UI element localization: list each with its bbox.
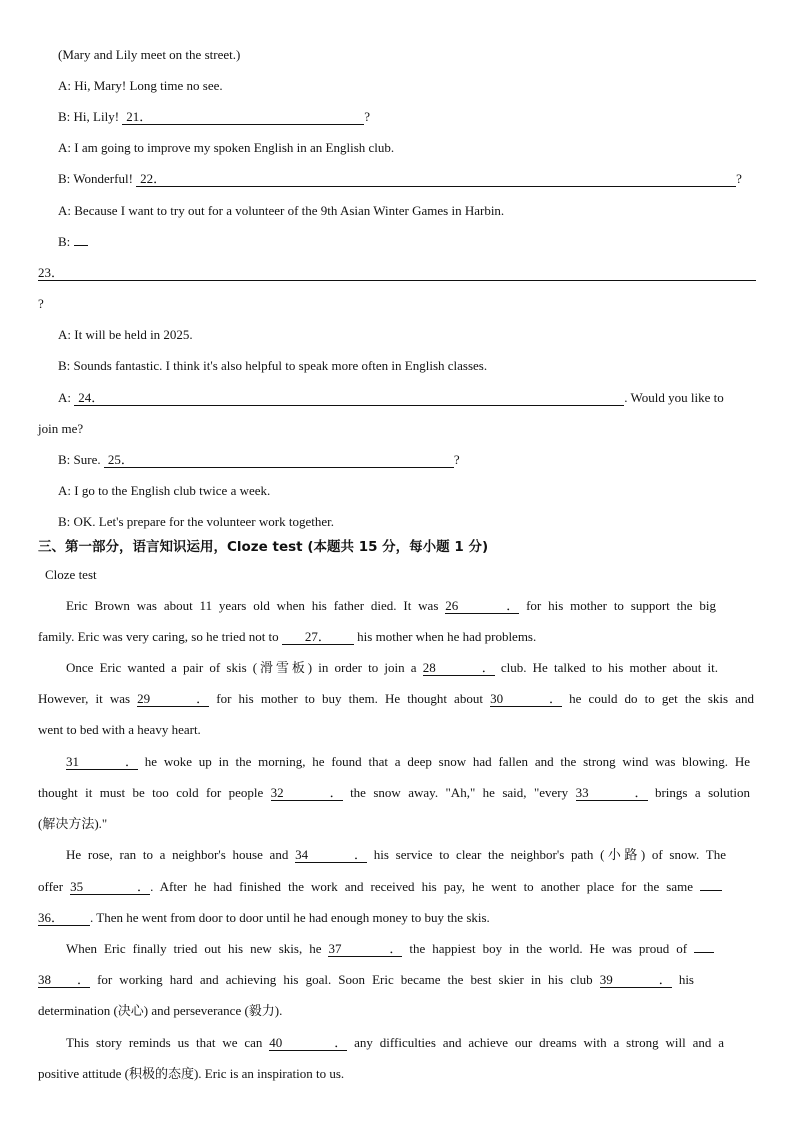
- line-text: ?: [736, 171, 742, 186]
- line-text: B: Hi, Lily!: [58, 109, 123, 124]
- passage-line: (解决方法).": [38, 816, 108, 831]
- line-text: for his mother to support the big: [519, 598, 716, 613]
- answer-blank-23-start[interactable]: [74, 245, 88, 246]
- cloze-blank-27[interactable]: [282, 629, 354, 645]
- cloze-blank-36-start[interactable]: [700, 890, 722, 891]
- line-text: the snow away. "Ah," he said, "every: [342, 785, 576, 800]
- cloze-blank-36[interactable]: [38, 910, 90, 926]
- cloze-blank-37[interactable]: [328, 941, 402, 957]
- cloze-blank-38[interactable]: [38, 972, 90, 988]
- line-text: his mother when he had problems.: [353, 629, 537, 644]
- dialogue-line: A: I am going to improve my spoken English in an English club.: [58, 140, 395, 155]
- blank-number: 22．: [140, 171, 167, 186]
- line-text: his: [671, 972, 694, 987]
- dialogue-line: [58, 389, 724, 407]
- passage-line: [38, 690, 754, 708]
- blank-number: 35．: [70, 879, 151, 894]
- cloze-blank-38-start[interactable]: [694, 952, 714, 953]
- cloze-blank-39[interactable]: [600, 972, 672, 988]
- blank-number: 21．: [126, 109, 153, 124]
- section-heading: 三、第一部分，语言知识运用，Cloze test (本题共 15 分，每小题 1 分): [38, 539, 489, 555]
- blank-number: 25．: [107, 452, 134, 467]
- blank-number: 31．: [66, 754, 138, 769]
- line-text: B: Sure.: [58, 452, 104, 467]
- blank-number: 27．: [304, 629, 331, 644]
- line-text: his service to clear the neighbor's path (小路) of snow. The: [367, 847, 726, 862]
- line-text: club. He talked to his mother about it.: [494, 660, 719, 675]
- cloze-blank-28[interactable]: [423, 660, 495, 676]
- line-text: for working hard and achieving his goal. Soon Eric became the best skier in his club: [90, 972, 600, 987]
- line-text: family. Eric was very caring, so he tried not to: [38, 629, 282, 644]
- dialogue-line: [58, 233, 88, 251]
- line-text: brings a solution: [647, 785, 750, 800]
- dialogue-line: B: Sounds fantastic. I think it's also helpful to speak more often in English classes.: [58, 358, 488, 373]
- blank-number: 37．: [328, 941, 403, 956]
- line-text: When Eric finally tried out his new skis, he: [66, 941, 329, 956]
- blank-number: 39．: [599, 972, 672, 987]
- blank-number: 34．: [295, 847, 368, 862]
- cloze-blank-29[interactable]: [137, 691, 209, 707]
- dialogue-line: B: OK. Let's prepare for the volunteer work together.: [58, 514, 334, 529]
- dialogue-line: A: I go to the English club twice a week.: [58, 483, 271, 498]
- line-text: ?: [38, 296, 44, 311]
- line-text: offer: [38, 879, 71, 894]
- line-text: thought it must be too cold for people: [38, 785, 271, 800]
- blank-number: 26．: [445, 598, 520, 613]
- section-subheading: Cloze test: [45, 567, 97, 582]
- line-text: A:: [58, 390, 75, 405]
- blank-number: 29．: [137, 691, 210, 706]
- cloze-blank-26[interactable]: [445, 598, 519, 614]
- line-text: However, it was: [38, 691, 138, 706]
- line-text: he could do to get the skis and: [562, 691, 754, 706]
- passage-line: positive attitude (积极的态度). Eric is an inspiration to us.: [38, 1066, 345, 1081]
- line-text: any difficulties and achieve our dreams with a strong will and a: [347, 1035, 724, 1050]
- blank-number: 24．: [78, 390, 105, 405]
- line-text: Eric Brown was about 11 years old when his father died. It was: [66, 598, 446, 613]
- line-text: . After he had finished the work and received his pay, he went to another place for the same: [150, 879, 700, 894]
- answer-blank-23[interactable]: [38, 264, 756, 282]
- blank-line[interactable]: [38, 265, 756, 281]
- blank-number: 30．: [490, 691, 563, 706]
- passage-line: [38, 909, 490, 927]
- passage-line: [66, 846, 726, 864]
- answer-blank-22[interactable]: [136, 171, 736, 187]
- line-text: He rose, ran to a neighbor's house and: [66, 847, 296, 862]
- line-text: the happiest boy in the world. He was proud of: [402, 941, 694, 956]
- cloze-blank-31[interactable]: [66, 754, 138, 770]
- passage-line: [38, 628, 536, 646]
- blank-number: 40．: [269, 1035, 348, 1050]
- line-text: This story reminds us that we can: [66, 1035, 270, 1050]
- line-text: ?: [453, 452, 460, 467]
- blank-number: 32．: [270, 785, 343, 800]
- passage-line: [38, 784, 750, 802]
- dialogue-line: A: Hi, Mary! Long time no see.: [58, 78, 223, 93]
- line-text: B:: [58, 234, 74, 249]
- line-text: . Then he went from door to door until he had enough money to buy the skis.: [90, 910, 490, 925]
- cloze-blank-34[interactable]: [295, 847, 367, 863]
- line-text: B: Wonderful!: [58, 171, 137, 186]
- passage-line: went to bed with a heavy heart.: [38, 722, 201, 737]
- dialogue-line: [58, 108, 370, 126]
- dialogue-line: A: It will be held in 2025.: [58, 327, 193, 342]
- cloze-blank-35[interactable]: [70, 879, 150, 895]
- line-text: he woke up in the morning, he found that a deep snow had fallen and the strong wind was blowing. He: [138, 754, 750, 769]
- line-text: join me?: [38, 421, 84, 436]
- passage-line: [66, 1034, 724, 1052]
- passage-line: [38, 971, 694, 989]
- blank-number: 28．: [422, 660, 495, 675]
- blank-number: 33．: [575, 785, 648, 800]
- blank-number: 38．: [38, 972, 90, 987]
- passage-line: [66, 659, 718, 677]
- blank-number: 36．: [38, 910, 65, 925]
- cloze-blank-30[interactable]: [490, 691, 562, 707]
- line-text: ?: [364, 109, 371, 124]
- passage-line: [66, 597, 716, 615]
- line-text: . Would you like to: [624, 390, 724, 405]
- cloze-blank-40[interactable]: [269, 1035, 347, 1051]
- dialogue-intro: (Mary and Lily meet on the street.): [58, 47, 241, 62]
- blank-number: 23．: [38, 265, 65, 280]
- passage-line: [66, 940, 714, 958]
- cloze-blank-32[interactable]: [271, 785, 343, 801]
- dialogue-line: A: Because I want to try out for a volunteer of the 9th Asian Winter Games in Harbin.: [58, 203, 505, 218]
- cloze-blank-33[interactable]: [576, 785, 648, 801]
- passage-line: [38, 878, 722, 896]
- dialogue-line: [58, 451, 460, 469]
- dialogue-line: [58, 170, 742, 188]
- line-text: for his mother to buy them. He thought about: [209, 691, 491, 706]
- answer-blank-24[interactable]: [74, 390, 624, 406]
- answer-blank-25[interactable]: [104, 452, 454, 468]
- passage-line: determination (决心) and perseverance (毅力).: [38, 1003, 283, 1018]
- line-text: Once Eric wanted a pair of skis (滑雪板) in order to join a: [66, 660, 423, 675]
- answer-blank-21[interactable]: [122, 109, 364, 125]
- passage-line: [66, 753, 750, 771]
